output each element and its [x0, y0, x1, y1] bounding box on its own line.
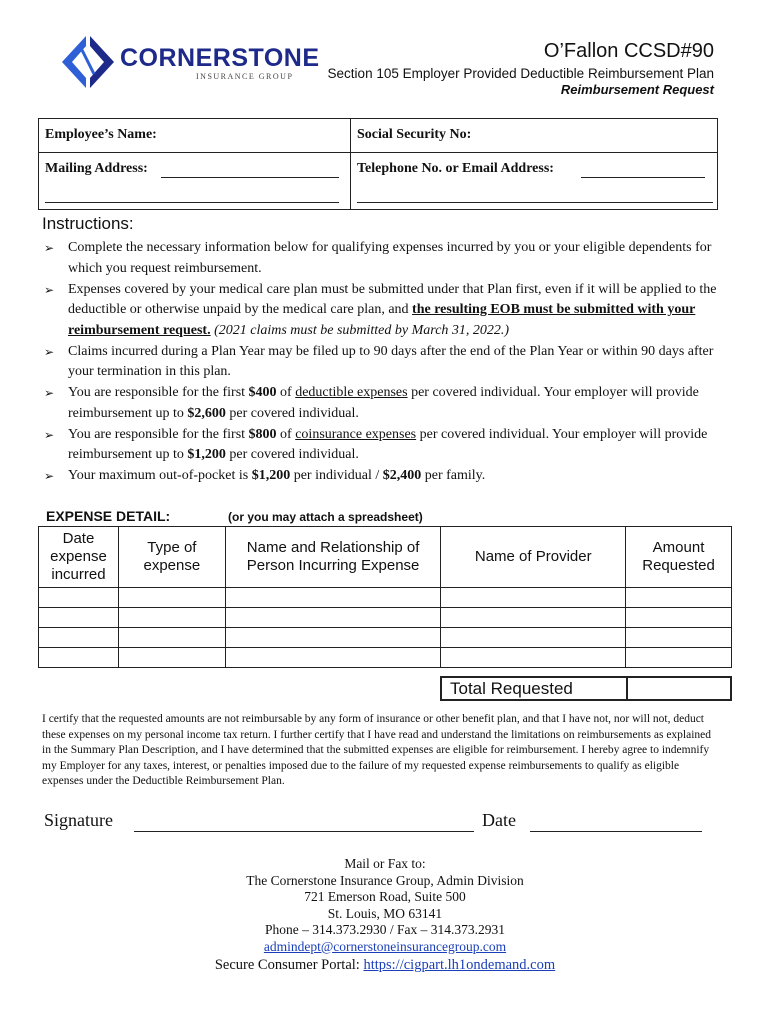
- expense-detail-note: (or you may attach a spreadsheet): [228, 510, 423, 524]
- expense-table-header: [39, 527, 732, 588]
- instruction-item: ➢ You are responsible for the first $800 of coinsurance expenses per covered individual. Your employer will provide reimbursement up to $1,200 per covered individual.: [42, 425, 732, 466]
- mailing-footer: [0, 856, 770, 974]
- mailing-address-field[interactable]: [161, 177, 339, 178]
- date-label: Date: [482, 810, 516, 830]
- instructions-list: [42, 238, 732, 487]
- instruction-item: ➢ Claims incurred during a Plan Year may be filed up to 90 days after the end of the Plan Year or within 90 days after your termination in this plan.: [42, 342, 732, 383]
- cornerstone-logo-icon: [58, 34, 118, 90]
- mailing-address-label: Mailing Address:: [45, 161, 148, 176]
- phone-email-label: Telephone No. or Email Address:: [357, 161, 554, 176]
- instruction-item: ➢ Your maximum out-of-pocket is $1,200 per individual / $2,400 per family.: [42, 466, 732, 487]
- portal-label: Secure Consumer Portal:: [214, 957, 360, 973]
- footer-company: The Cornerstone Insurance Group, Admin Division: [246, 872, 524, 888]
- col-type: Type of expense: [118, 527, 225, 588]
- ssn-label: Social Security No:: [357, 127, 472, 142]
- employee-name-label: Employee’s Name:: [45, 127, 157, 142]
- col-amount: Amount Requested: [626, 527, 732, 588]
- col-provider: Name of Provider: [441, 527, 626, 588]
- plan-title: Section 105 Employer Provided Deductible Reimbursement Plan: [327, 66, 714, 81]
- expense-detail-title: EXPENSE DETAIL:: [46, 508, 171, 524]
- phone-email-line2[interactable]: [357, 202, 713, 203]
- footer-mail-label: Mail or Fax to:: [344, 856, 426, 871]
- expense-table: [38, 526, 732, 668]
- instructions-title: Instructions:: [42, 214, 134, 233]
- date-field[interactable]: [530, 831, 702, 832]
- employee-info-box: [38, 118, 718, 210]
- instruction-item: ➢ You are responsible for the first $400 of deductible expenses per covered individual. Your employer will provide reimbursement up to $2,600 per covered individual.: [42, 383, 732, 424]
- footer-street: 721 Emerson Road, Suite 500: [304, 889, 466, 904]
- logo-wordmark: CORNERSTONE: [120, 44, 320, 72]
- mailing-address-line2[interactable]: [45, 202, 339, 203]
- form-title: Reimbursement Request: [560, 82, 714, 97]
- instruction-item: ➢ Complete the necessary information below for qualifying expenses incurred by you or your eligible dependents for which you request reimbursement.: [42, 238, 732, 279]
- signature-field[interactable]: [134, 831, 474, 832]
- footer-phone-fax: Phone – 314.373.2930 / Fax – 314.373.2931: [264, 922, 505, 937]
- certification-text: I certify that the requested amounts are not reimbursable by any form of insurance or other benefit plan, and that I have not, nor will not, deduct these expenses on my personal income tax return. I further certify that I have read and understand the limitations on reimbursements as explained in the Summary Plan Description, and I have determined that the submitted expenses are eligible for reimbursement. I hereby agree to indemnify my Employer for any taxes, interest, or penalties imposed due to the failure of my requested expense reimbursements to qualify as eligible expenses under the Deductible Reimbursement Plan.: [42, 713, 712, 787]
- total-requested-field[interactable]: [628, 676, 732, 701]
- district-title: O’Fallon CCSD#90: [543, 40, 714, 62]
- signature-label: Signature: [44, 810, 113, 830]
- table-row: [39, 648, 732, 668]
- total-requested-label: Total Requested: [440, 676, 628, 701]
- col-date: Date expense incurred: [39, 527, 119, 588]
- footer-city: St. Louis, MO 63141: [327, 905, 443, 921]
- portal-link[interactable]: https://cigpart.lh1ondemand.com: [363, 957, 556, 973]
- phone-email-field[interactable]: [581, 177, 705, 178]
- col-person: Name and Relationship of Person Incurring Expense: [225, 527, 441, 588]
- instruction-item: ➢ Expenses covered by your medical care plan must be submitted under that Plan first, even if it will be applied to the deductible or otherwise unpaid by the medical care plan, and the resulting EOB must be submitted with your reimbursement request. (2021 claims must be submitted by March 31, 2022.): [42, 280, 732, 342]
- footer-email-link[interactable]: admindept@cornerstoneinsurancegroup.com: [263, 938, 507, 954]
- table-row: [39, 608, 732, 628]
- table-row: [39, 628, 732, 648]
- logo-subtitle: INSURANCE GROUP: [196, 72, 294, 81]
- table-row: [39, 588, 732, 608]
